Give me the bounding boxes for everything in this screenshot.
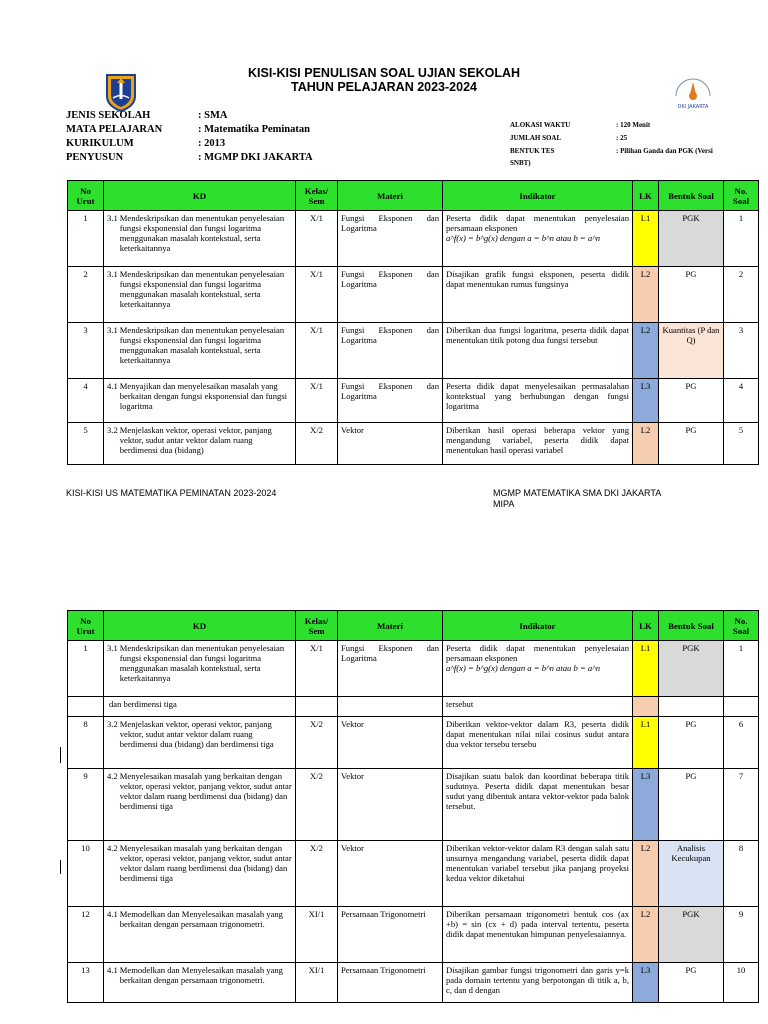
cell-indikator: [443, 769, 633, 841]
indikator-formula: a^f(x) = b^g(x) dengan a = b^n atau b = a^n: [446, 233, 601, 243]
header-kelas: Kelas/ Sem: [296, 611, 338, 641]
table-row: [68, 841, 759, 907]
cell-no-urut: 1: [68, 211, 104, 267]
table-row: [68, 717, 759, 769]
bentuk-tes-continued: SNBT): [510, 159, 531, 167]
cell-no-soal: 4: [724, 379, 759, 423]
kd-number: 4.1: [107, 381, 118, 391]
header-kd: KD: [104, 181, 296, 211]
kd-number: 4.2: [107, 771, 118, 781]
cell-bentuk-soal: PG: [659, 769, 724, 841]
header-kd: KD: [104, 611, 296, 641]
cell-lk: L2: [633, 267, 659, 323]
kd-text: Menjelaskan vektor, operasi vektor, panjang vektor, sudut antar vektor dalam ruang berdimensi dua (bidang) dan berdimensi tiga: [119, 719, 274, 749]
cell-indikator: [443, 841, 633, 907]
kd-text: Mendeskripsikan dan menentukan penyelesaian fungsi eksponensial dan fungsi logaritma menggunakan masalah kontekstual, serta keterkaitannya: [119, 325, 285, 365]
document-title: KISI-KISI PENULISAN SOAL UJIAN SEKOLAH: [247, 66, 521, 80]
header-no-urut: No Urut: [68, 611, 104, 641]
cell-no-soal: 2: [724, 267, 759, 323]
cell-materi: Vektor: [338, 769, 443, 841]
document-subtitle: TAHUN PELAJARAN 2023-2024: [291, 80, 477, 94]
cell-kelas-sem: X/1: [296, 211, 338, 267]
margin-mark: [60, 747, 61, 763]
cell-kd: [104, 963, 296, 1003]
cell-materi: Fungsi Eksponen dan Logaritma: [338, 211, 443, 267]
cell-kd: [104, 211, 296, 267]
cell-indikator: [443, 717, 633, 769]
cell-kd: [104, 641, 296, 697]
cell-no-soal: 6: [724, 717, 759, 769]
cell-kelas-sem: XI/1: [296, 963, 338, 1003]
cell-lk: L2: [633, 423, 659, 465]
header-bentuk-soal: Bentuk Soal: [659, 611, 724, 641]
cell-kd: [104, 697, 296, 717]
cell-kd: [104, 267, 296, 323]
alokasi-waktu-value: : 120 Menit: [616, 121, 651, 129]
cell-bentuk-soal: Kuantitas (P dan Q): [659, 323, 724, 379]
cell-kelas-sem: X/1: [296, 267, 338, 323]
kd-text: Memodelkan dan Menyelesaikan masalah yang berkaitan dengan persamaan trigonometri.: [119, 965, 283, 985]
cell-bentuk-soal: PG: [659, 717, 724, 769]
cell-lk: L3: [633, 379, 659, 423]
cell-kd: [104, 379, 296, 423]
header-no-urut: No Urut: [68, 181, 104, 211]
header-no-soal: No. Soal: [724, 181, 759, 211]
cell-kd: [104, 907, 296, 963]
kd-number: 3.1: [107, 325, 118, 335]
bentuk-tes-label: BENTUK TES: [510, 147, 555, 155]
indikator-text: Diberikan hasil operasi beberapa vektor yang mengandung variabel, peserta didik dapat menentukan hasil operasi variabel: [446, 425, 629, 455]
cell-lk: L1: [633, 641, 659, 697]
table-row: [68, 769, 759, 841]
cell-no-urut: 3: [68, 323, 104, 379]
cell-no-urut: [68, 697, 104, 717]
cell-lk: L1: [633, 211, 659, 267]
mgmp-matematika-logo: [670, 74, 716, 110]
cell-kelas-sem: X/2: [296, 423, 338, 465]
svg-text:DKI JAKARTA: DKI JAKARTA: [677, 104, 709, 110]
cell-kelas-sem: [296, 697, 338, 717]
cell-no-soal: 10: [724, 963, 759, 1003]
cell-bentuk-soal: PG: [659, 379, 724, 423]
cell-kd: [104, 323, 296, 379]
header-indikator: Indikator: [443, 611, 633, 641]
cell-lk: L2: [633, 841, 659, 907]
cell-indikator: [443, 641, 633, 697]
table-row: [68, 379, 759, 423]
cell-no-urut: 5: [68, 423, 104, 465]
table-row: [68, 323, 759, 379]
cell-kd: [104, 769, 296, 841]
cell-lk: L2: [633, 323, 659, 379]
kd-text: Mendeskripsikan dan menentukan penyelesaian fungsi eksponensial dan fungsi logaritma menggunakan masalah kontekstual, serta keterkaitannya: [119, 213, 285, 253]
cell-no-urut: 10: [68, 841, 104, 907]
header-lk: LK: [633, 181, 659, 211]
kurikulum-label: KURIKULUM: [66, 138, 134, 149]
jenis-sekolah-value: : SMA: [198, 110, 228, 121]
indikator-text: Peserta didik dapat menentukan penyelesaian persamaan eksponen: [446, 643, 629, 663]
table-row: [68, 211, 759, 267]
cell-lk: L3: [633, 769, 659, 841]
cell-materi: Fungsi Eksponen dan Logaritma: [338, 323, 443, 379]
cell-bentuk-soal: PGK: [659, 211, 724, 267]
cell-no-soal: 1: [724, 211, 759, 267]
alokasi-waktu-label: ALOKASI WAKTU: [510, 121, 571, 129]
indikator-text: tersebut: [446, 699, 474, 709]
cell-indikator: [443, 323, 633, 379]
cell-indikator: [443, 379, 633, 423]
meta-info-left: [66, 109, 366, 169]
kd-number: 3.2: [107, 719, 118, 729]
cell-bentuk-soal: [659, 697, 724, 717]
kd-number: 3.1: [107, 269, 118, 279]
cell-materi: Fungsi Eksponen dan Logaritma: [338, 379, 443, 423]
cell-indikator: [443, 267, 633, 323]
indikator-text: Disajikan suatu balok dan koordinat beberapa titik sudutnya. Peserta didik dapat menentukan besar sudut yang dibentuk antara vektor-vektor pada balok tersebut.: [446, 771, 629, 811]
table-row: [68, 423, 759, 465]
kd-text: Mendeskripsikan dan menentukan penyelesaian fungsi eksponensial dan fungsi logaritma menggunakan masalah kontekstual, serta keterkaitannya: [119, 269, 285, 309]
cell-materi: Fungsi Eksponen dan Logaritma: [338, 641, 443, 697]
kd-number: 3.1: [107, 643, 118, 653]
cell-no-urut: 1: [68, 641, 104, 697]
kd-text: dan berdimensi tiga: [109, 699, 177, 709]
kurikulum-value: : 2013: [198, 138, 226, 149]
header-materi: Materi: [338, 181, 443, 211]
cell-lk: L3: [633, 963, 659, 1003]
header-no-soal: No. Soal: [724, 611, 759, 641]
dki-jakarta-crest-logo: [104, 72, 138, 112]
kd-number: 4.2: [107, 843, 118, 853]
cell-materi: Persamaan Trigonometri: [338, 963, 443, 1003]
cell-materi: [338, 697, 443, 717]
jumlah-soal-label: JUMLAH SOAL: [510, 134, 562, 142]
cell-no-urut: 13: [68, 963, 104, 1003]
cell-bentuk-soal: PG: [659, 963, 724, 1003]
mata-pelajaran-label: MATA PELAJARAN: [66, 124, 163, 135]
indikator-text: Disajikan grafik fungsi eksponen, peserta didik dapat menentukan rumus fungsinya: [446, 269, 629, 289]
cell-no-soal: 7: [724, 769, 759, 841]
cell-bentuk-soal: PG: [659, 423, 724, 465]
cell-no-soal: [724, 697, 759, 717]
cell-indikator: [443, 423, 633, 465]
table-row: [68, 697, 759, 717]
cell-bentuk-soal: PGK: [659, 907, 724, 963]
header-bentuk-soal: Bentuk Soal: [659, 181, 724, 211]
kd-number: 4.1: [107, 909, 118, 919]
kd-text: Menyelesaikan masalah yang berkaitan dengan vektor, operasi vektor, panjang vektor, sudut antar vektor dalam ruang berdimensi dua (bidang) dan berdimensi tiga: [119, 843, 292, 883]
cell-kelas-sem: X/1: [296, 379, 338, 423]
table-row: [68, 963, 759, 1003]
cell-no-soal: 1: [724, 641, 759, 697]
cell-lk: L1: [633, 717, 659, 769]
margin-mark: [60, 860, 61, 874]
cell-no-urut: 9: [68, 769, 104, 841]
cell-no-soal: 8: [724, 841, 759, 907]
cell-bentuk-soal: PG: [659, 267, 724, 323]
indikator-text: Peserta didik dapat menyelesaikan permasalahan kontekstual yang berhubungan dengan fungsi logaritma: [446, 381, 629, 411]
cell-no-soal: 9: [724, 907, 759, 963]
cell-materi: Vektor: [338, 717, 443, 769]
kd-number: 3.1: [107, 213, 118, 223]
cell-kd: [104, 423, 296, 465]
penyusun-value: : MGMP DKI JAKARTA: [198, 152, 313, 163]
indikator-text: Disajikan gambar fungsi trigonometri dan garis y=k pada domain tertentu yang berpotongan di titik a, b, c, dan d dengan: [446, 965, 629, 995]
kisi-kisi-table-1: [67, 180, 759, 465]
meta-info-right: [510, 120, 760, 170]
kd-text: Memodelkan dan Menyelesaikan masalah yang berkaitan dengan persamaan trigonometri.: [119, 909, 283, 929]
cell-indikator: [443, 907, 633, 963]
cell-indikator: [443, 697, 633, 717]
cell-kelas-sem: X/2: [296, 717, 338, 769]
kd-text: Menjelaskan vektor, operasi vektor, panjang vektor, sudut antar vektor dalam ruang berdimensi dua (bidang): [119, 425, 272, 455]
footer-right-subtext: MIPA: [493, 499, 515, 509]
cell-materi: Vektor: [338, 841, 443, 907]
penyusun-label: PENYUSUN: [66, 152, 124, 163]
cell-kelas-sem: X/1: [296, 323, 338, 379]
cell-materi: Fungsi Eksponen dan Logaritma: [338, 267, 443, 323]
cell-kelas-sem: X/1: [296, 641, 338, 697]
cell-no-urut: 8: [68, 717, 104, 769]
header-kelas: Kelas/ Sem: [296, 181, 338, 211]
cell-indikator: [443, 211, 633, 267]
cell-kd: [104, 841, 296, 907]
cell-indikator: [443, 963, 633, 1003]
cell-no-urut: 2: [68, 267, 104, 323]
cell-bentuk-soal: Analisis Kecukupan: [659, 841, 724, 907]
kisi-kisi-table-2: [67, 610, 759, 1003]
jumlah-soal-value: : 25: [616, 134, 628, 142]
cell-kelas-sem: X/2: [296, 769, 338, 841]
kd-text: Mendeskripsikan dan menentukan penyelesaian fungsi eksponensial dan fungsi logaritma menggunakan masalah kontekstual, serta keterkaitannya: [119, 643, 285, 683]
table-row: [68, 641, 759, 697]
header-indikator: Indikator: [443, 181, 633, 211]
cell-lk: L2: [633, 907, 659, 963]
indikator-text: Diberikan vektor-vektor dalam R3, peserta didik dapat menentukan nilai nilai cosinus sudut antara dua vektor tersebu tersebu: [446, 719, 629, 749]
cell-no-urut: 12: [68, 907, 104, 963]
cell-no-soal: 3: [724, 323, 759, 379]
cell-no-urut: 4: [68, 379, 104, 423]
kd-number: 4.1: [107, 965, 118, 975]
cell-materi: Persamaan Trigonometri: [338, 907, 443, 963]
cell-materi: Vektor: [338, 423, 443, 465]
indikator-text: Diberikan persamaan trigonometri bentuk cos (ax +b) = sin (cx + d) pada interval tertentu, peserta didik dapat menentukan himpunan penyelesaiannya.: [446, 909, 629, 939]
table-row: [68, 267, 759, 323]
footer-right-text: MGMP MATEMATIKA SMA DKI JAKARTA: [493, 488, 662, 498]
indikator-formula: a^f(x) = b^g(x) dengan a = b^n atau b = a^n: [446, 663, 601, 673]
cell-lk: [633, 697, 659, 717]
table-row: [68, 907, 759, 963]
cell-bentuk-soal: PGK: [659, 641, 724, 697]
kd-text: Menyelesaikan masalah yang berkaitan dengan vektor, operasi vektor, panjang vektor, sudut antar vektor dalam ruang berdimensi dua (bidang) dan berdimensi tiga: [119, 771, 292, 811]
kd-number: 3.2: [107, 425, 118, 435]
header-materi: Materi: [338, 611, 443, 641]
indikator-text: Peserta didik dapat menentukan penyelesaian persamaan eksponen: [446, 213, 629, 233]
cell-kd: [104, 717, 296, 769]
indikator-text: Diberikan vektor-vektor dalam R3 dengan salah satu unsurnya mengandung variabel, peserta didik dapat menentukan variabel tersebut jika panjang proyeksi kedua vektor diketahui: [446, 843, 629, 883]
indikator-text: Diberikan dua fungsi logaritma, peserta didik dapat menentukan titik potong dua fungsi tersebut: [446, 325, 629, 345]
jenis-sekolah-label: JENIS SEKOLAH: [66, 110, 151, 121]
cell-kelas-sem: X/2: [296, 841, 338, 907]
kd-text: Menyajikan dan menyelesaikan masalah yang berkaitan dengan fungsi eksponensial dan fungsi logaritma: [119, 381, 288, 411]
bentuk-tes-value: : Pilihan Ganda dan PGK (Versi: [616, 147, 713, 155]
cell-no-soal: 5: [724, 423, 759, 465]
header-lk: LK: [633, 611, 659, 641]
cell-kelas-sem: XI/1: [296, 907, 338, 963]
footer-left-text: KISI-KISI US MATEMATIKA PEMINATAN 2023-2024: [66, 488, 277, 498]
mata-pelajaran-value: : Matematika Peminatan: [198, 124, 310, 135]
